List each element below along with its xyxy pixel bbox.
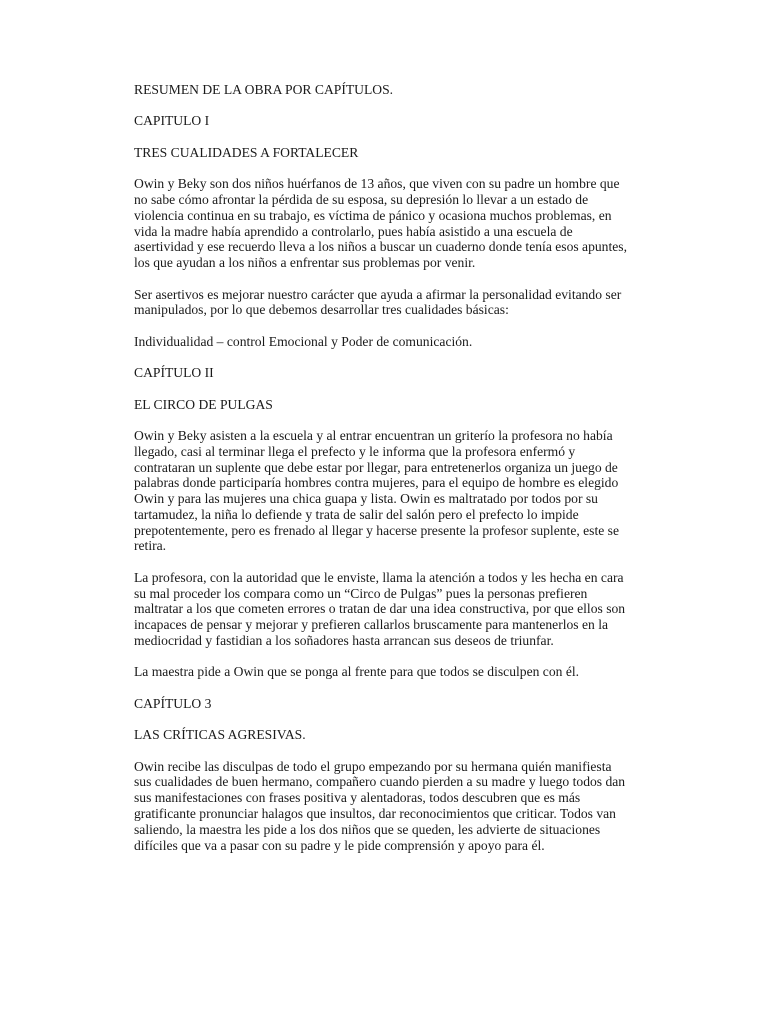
chapter-1-paragraph-1: Owin y Beky son dos niños huérfanos de 13 años, que viven con su padre un hombre que no sabe cómo afrontar la pérdida de su esposa, su depresión lo llevar a un estado de violencia continua en su trabajo, es víctima de pánico y ocasiona muchos problemas, en vida la madre había aprendido a controlarlo, pues había asistido a una escuela de asertividad y ese recuerdo lleva a los niños a buscar un cuaderno donde tenía esos apuntes, los que ayudan a los niños a enfrentar sus problemas por venir. (134, 176, 627, 271)
chapter-2-paragraph-1: Owin y Beky asisten a la escuela y al entrar encuentran un griterío la profesora no había llegado, casi al terminar llega el prefecto y le informa que la profesora enfermó y contrataran un suplente que debe estar por llegar, para entretenerlos organiza un juego de palabras donde participaría hombres contra mujeres, para el equipo de hombre es elegido Owin y para las mujeres una chica guapa y lista. Owin es maltratado por todos por su tartamudez, la niña lo defiende y trata de salir del salón pero el prefecto lo impide prepotentemente, pero es frenado al llegar y hacerse presente la profesor suplente, este se retira. (134, 427, 620, 554)
chapter-1-label: CAPITULO I (134, 113, 210, 129)
chapter-2-paragraph-3: La maestra pide a Owin que se ponga al frente para que todos se disculpen con él. (134, 664, 580, 680)
chapter-3-subtitle: LAS CRÍTICAS AGRESIVAS. (134, 727, 306, 743)
chapter-2-subtitle: EL CIRCO DE PULGAS (134, 396, 273, 412)
chapter-1-subtitle: TRES CUALIDADES A FORTALECER (134, 144, 359, 160)
chapter-2-paragraph-2: La profesora, con la autoridad que le enviste, llama la atención a todos y les hecha en cara su mal proceder los compara como un “Circo de Pulgas” pues la personas prefieren maltratar a los que cometen errores o tratan de dar una idea constructiva, por que ellos son incapaces de pensar y mejorar y prefieren callarlos bruscamente para mantenerlos en la mediocridad y fastidian a los soñadores hasta arrancan sus deseos de triunfar. (134, 569, 626, 649)
chapter-2-label: CAPÍTULO II (134, 365, 214, 381)
chapter-1-paragraph-2: Ser asertivos es mejorar nuestro carácter que ayuda a afirmar la personalidad evitando ser manipulados, por lo que debemos desarrollar tres cualidades básicas: (134, 286, 622, 318)
document-title: RESUMEN DE LA OBRA POR CAPÍTULOS. (134, 82, 394, 97)
chapter-3-paragraph-1: Owin recibe las disculpas de todo el grupo empezando por su hermana quién manifiesta sus cualidades de buen hermano, compañero cuando pierden a su madre y luego todos dan sus manifestaciones con frases positiva y alentadoras, todos descubren que es más gratificante pronunciar halagos que insultos, dar reconocimientos que criticar. Todos van saliendo, la maestra les pide a los dos niños que se queden, les advierte de situaciones difíciles que va a pasar con su padre y le pide comprensión y apoyo para él. (134, 758, 626, 853)
chapter-3-label: CAPÍTULO 3 (134, 695, 212, 711)
document-page (134, 82, 630, 869)
chapter-1-paragraph-3: Individualidad – control Emocional y Poder de comunicación. (134, 333, 473, 349)
